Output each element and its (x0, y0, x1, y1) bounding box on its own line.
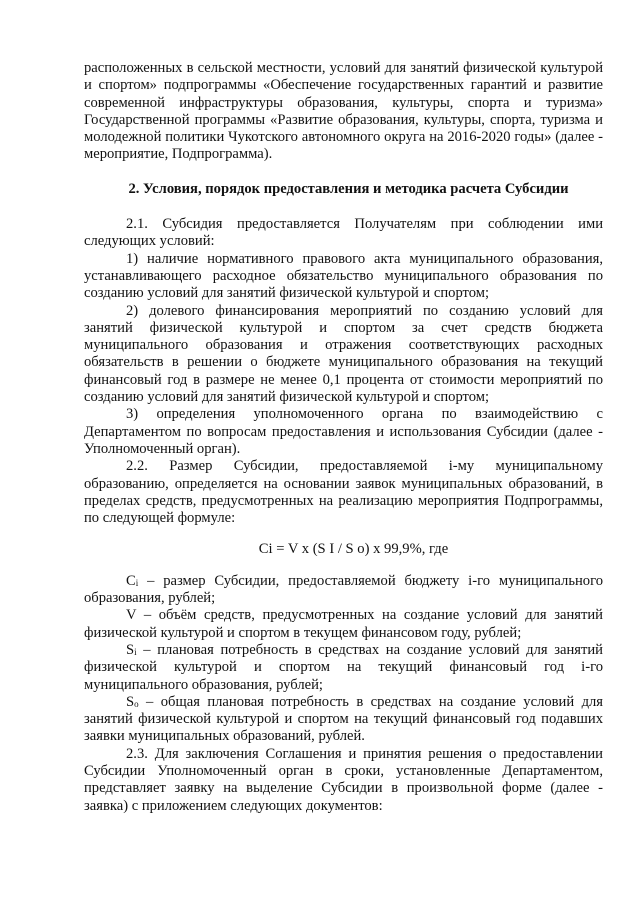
symbol-c: C (126, 572, 136, 589)
condition-item-2: 2) долевого финансирования мероприятий по созданию условий для занятий физической культурой и спортом за счет средств бюджета муниципального образования и отражения соответствующих расходных обязательств в решении о бюджете муниципального образования на текущий финансовый год в размере не менее 0,1 процента от стоимости мероприятий по созданию условий для занятий физической культурой и спортом; (84, 302, 603, 406)
subsidy-formula: Ci = V x (S I / S o) x 99,9%, где (258, 541, 449, 558)
definition-si (84, 642, 603, 694)
definition-so (84, 694, 603, 746)
definition-v-text: – объём средств, предусмотренных на создание условий для занятий физической культурой и спортом в текущем финансовом году, рублей; (84, 607, 603, 641)
subscript-i: i (134, 646, 137, 657)
section-heading: 2. Условия, порядок предоставления и методика расчета Субсидии (128, 180, 569, 197)
paragraph-2-1: 2.1. Субсидия предоставляется Получателям при соблюдении ими следующих условий: (84, 216, 603, 250)
subscript-i: i (135, 577, 139, 588)
definition-ci (84, 573, 603, 608)
paragraph-intro-continuation: расположенных в сельской местности, условий для занятий физической культурой и спортом» подпрограммы «Обеспечение государственных гарантий и развитие современной инфраструктуры образования, культуры, спорта и туризма» Государственной программы «Развитие образования, культуры, спорта, туризма и молодежной политики Чукотского автономного округа на 2016-2020 годы» (далее - мероприятие, Подпрограмма). (84, 60, 603, 163)
symbol-v: V (126, 607, 137, 624)
paragraph-2-3: 2.3. Для заключения Соглашения и принятия решения о предоставлении Субсидии Уполномоченный орган в сроки, установленные Департаментом, представляет заявку на выделение Субсидии в произвольной форме (далее - заявка) с приложением следующих документов: (84, 745, 603, 814)
paragraph-2-2: 2.2. Размер Субсидии, предоставляемой i-му муниципальному образованию, определяется на основании заявок муниципальных образований, в пределах средств, предусмотренных на реализацию мероприятия Подпрограммы, по следующей формуле: (84, 458, 603, 527)
symbol-s: S (126, 641, 135, 658)
definition-v (84, 607, 603, 642)
document-body (84, 60, 603, 815)
symbol-s: S (126, 693, 135, 710)
condition-item-3: 3) определения уполномоченного органа по взаимодействию с Департаментом по вопросам предоставления и использования Субсидии (далее - Уполномоченный орган). (84, 406, 603, 457)
condition-item-1: 1) наличие нормативного правового акта муниципального образования, устанавливающего расходное обязательство муниципального образования по созданию условий для занятий физической культурой и спортом; (84, 250, 603, 302)
subscript-o: o (134, 698, 139, 709)
definition-si-text: – плановая потребность в средствах на создание условий для занятий физической культурой и спортом на текущий финансовый год i-го муниципального образования, рублей; (84, 641, 603, 693)
definition-so-text: – общая плановая потребность в средствах на создание условий для занятий физической культурой и спортом на текущий финансовый год подавших заявки муниципальных образований, рублей. (84, 693, 603, 745)
definition-ci-text: – размер Субсидии, предоставляемой бюджету i-го муниципального образования, рублей; (84, 572, 603, 607)
